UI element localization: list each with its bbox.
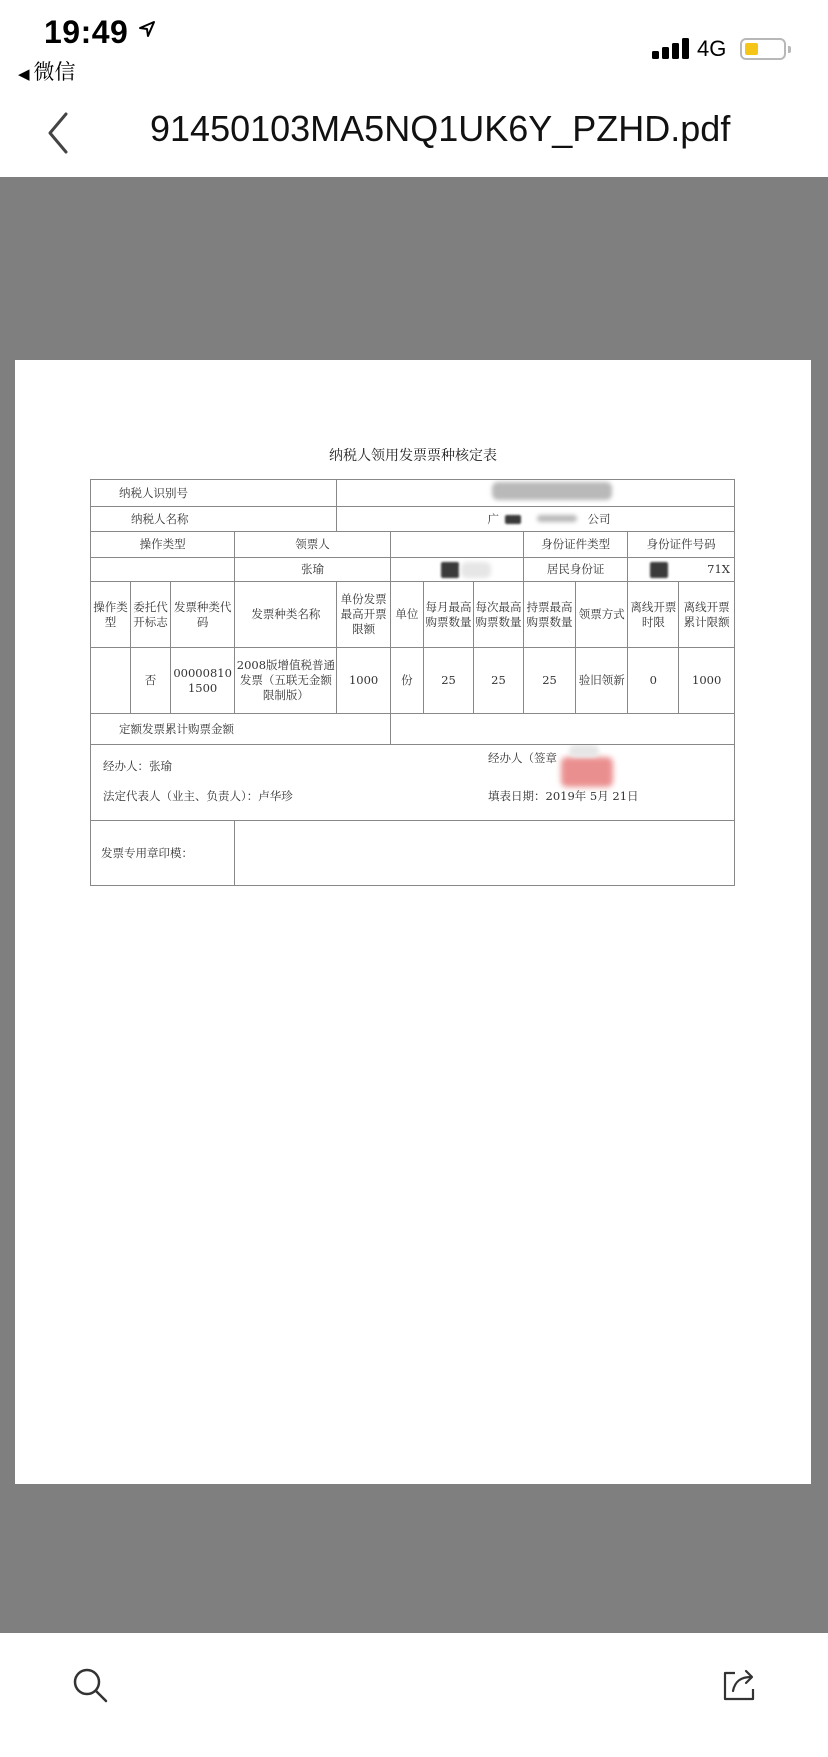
- red-seal-stamp: [561, 757, 613, 787]
- column-header: 离线开票累计限额: [679, 582, 735, 648]
- battery-icon: [740, 38, 786, 60]
- table-cell: 否: [130, 648, 170, 714]
- seal-label: 发票专用章印模：: [91, 821, 235, 886]
- status-time: 19:49: [44, 14, 129, 50]
- fixed-amount-value: [390, 714, 734, 745]
- column-header: 操作类型: [91, 582, 131, 648]
- share-icon[interactable]: [719, 1665, 759, 1705]
- seal-area: [235, 821, 735, 886]
- taxpayer-id-value: [337, 480, 735, 507]
- column-header: 领票方式: [576, 582, 628, 648]
- taxpayer-id-label: 纳税人识别号: [91, 480, 337, 507]
- signal-icon: [652, 37, 690, 59]
- bottom-toolbar: [0, 1633, 828, 1757]
- pdf-viewer[interactable]: [0, 177, 828, 1633]
- column-header: 委托代开标志: [130, 582, 170, 648]
- column-header: 单位: [390, 582, 423, 648]
- page-title: 91450103MA5NQ1UK6Y_PZHD.pdf: [150, 108, 731, 149]
- taxpayer-name-value: [337, 507, 735, 532]
- receiver-label: 领票人: [235, 532, 390, 558]
- location-arrow-icon: [138, 20, 156, 38]
- table-row: [91, 648, 735, 714]
- table-cell: 1000: [679, 648, 735, 714]
- table-cell: 25: [424, 648, 474, 714]
- table-cell: 1000: [337, 648, 390, 714]
- status-bar: [0, 0, 828, 90]
- column-header: 发票种类名称: [235, 582, 337, 648]
- id-type-label: 身份证件类型: [523, 532, 627, 558]
- receiver-name: 张瑜: [235, 558, 390, 582]
- taxpayer-name-label: 纳税人名称: [91, 507, 337, 532]
- column-header: 单份发票最高开票限额: [337, 582, 390, 648]
- network-label: 4G: [697, 36, 727, 61]
- taxpayer-name-start: 广: [487, 512, 499, 526]
- receiver-blank: [390, 532, 523, 558]
- receiver-phone-value: [390, 558, 523, 582]
- pdf-page[interactable]: [15, 360, 811, 1484]
- column-header: 持票最高购票数量: [523, 582, 575, 648]
- fill-date-label: 填表日期：2019年 5月 21日: [488, 789, 639, 803]
- search-icon[interactable]: [70, 1665, 110, 1705]
- table-cell: [91, 648, 131, 714]
- document-title: 纳税人领用发票票种核定表: [329, 448, 497, 464]
- column-header: 每月最高购票数量: [424, 582, 474, 648]
- table-cell: 0: [628, 648, 679, 714]
- table-header-row: [91, 582, 735, 648]
- invoice-form-table: [90, 479, 735, 886]
- table-cell: 2008版增值税普通发票（五联无金额限制版）: [235, 648, 337, 714]
- nav-bar: [0, 90, 828, 175]
- fixed-amount-label: 定额发票累计购票金额: [91, 714, 391, 745]
- handler-label: 经办人：张瑜: [103, 759, 172, 773]
- column-header: 发票种类代码: [170, 582, 234, 648]
- legal-rep-label: 法定代表人（业主、负责人）：卢华珍: [103, 789, 293, 803]
- id-number-label: 身份证件号码: [628, 532, 735, 558]
- column-header: 离线开票时限: [628, 582, 679, 648]
- column-header: 每次最高购票数量: [474, 582, 524, 648]
- id-number-suffix: 71X: [707, 562, 730, 576]
- back-to-app-link[interactable]: [18, 56, 76, 86]
- table-cell: 000008101500: [170, 648, 234, 714]
- table-cell: 25: [474, 648, 524, 714]
- id-number-value: [628, 558, 735, 582]
- table-cell: 25: [523, 648, 575, 714]
- chevron-left-icon[interactable]: [40, 108, 80, 158]
- table-cell: 验旧领新: [576, 648, 628, 714]
- operation-type-value: [91, 558, 235, 582]
- handler-sign-label: 经办人（签章: [488, 751, 557, 765]
- operation-type-label: 操作类型: [91, 532, 235, 558]
- signature-section: [91, 745, 735, 821]
- id-type-value: 居民身份证: [523, 558, 627, 582]
- taxpayer-name-end: 公司: [587, 512, 611, 526]
- table-cell: 份: [390, 648, 423, 714]
- back-app-label: 微信: [33, 60, 76, 84]
- back-triangle-icon: ◀: [18, 65, 30, 83]
